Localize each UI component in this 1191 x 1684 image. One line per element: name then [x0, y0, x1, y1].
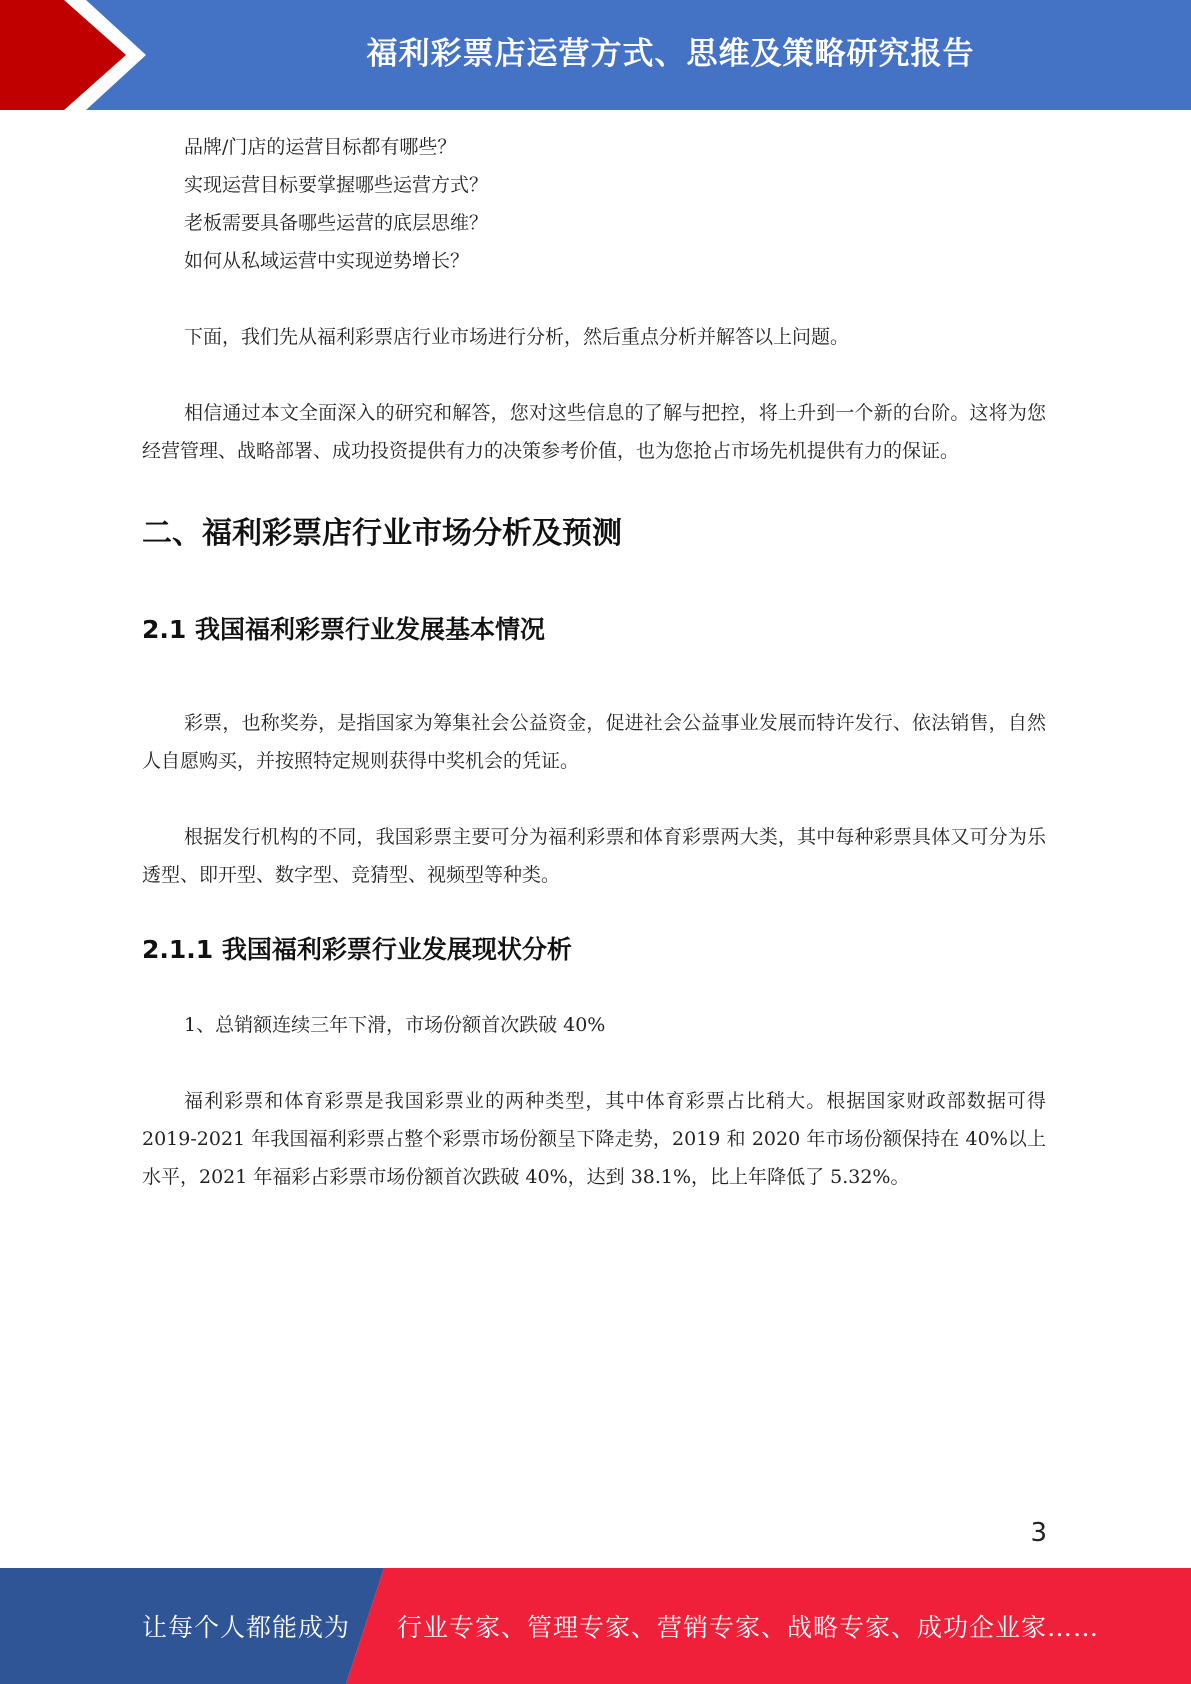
- intro-paragraph-1: 下面，我们先从福利彩票店行业市场进行分析，然后重点分析并解答以上问题。: [184, 326, 850, 348]
- sales-decline-item: 1、总销额连续三年下滑，市场份额首次跌破 40%: [184, 1014, 606, 1036]
- header-chevron-decoration: [0, 0, 160, 110]
- subsection-heading-2-1-1: 2.1.1 我国福利彩票行业发展现状分析: [142, 935, 572, 964]
- lottery-definition-paragraph: 彩票，也称奖券，是指国家为筹集社会公益资金，促进社会公益事业发展而特许发行、依法销售，自然人自愿购买，并按照特定规则获得中奖机会的凭证。: [142, 712, 1046, 772]
- question-4: 如何从私域运营中实现逆势增长？: [184, 250, 470, 272]
- intro-paragraph-2: 相信通过本文全面深入的研究和解答，您对这些信息的了解与把控，将上升到一个新的台阶。这将为您经营管理、战略部署、成功投资提供有力的决策参考价值，也为您抢占市场先机提供有力的保证。: [142, 402, 1046, 462]
- question-2: 实现运营目标要掌握哪些运营方式？: [184, 174, 489, 196]
- market-share-paragraph: 福利彩票和体育彩票是我国彩票业的两种类型，其中体育彩票占比稍大。根据国家财政部数据可得 2019-2021 年我国福利彩票占整个彩票市场份额呈下降走势，2019 和 2020 年市场份额保持在 40%以上水平，2021 年福彩占彩票市场份额首次跌破 40%，达到 38.1%，比上年降低了 5.32%。: [142, 1090, 1046, 1188]
- question-1: 品牌/门店的运营目标都有哪些？: [184, 136, 457, 158]
- footer-slogan-right: 行业专家、管理专家、营销专家、战略专家、成功企业家……: [397, 1613, 1100, 1642]
- lottery-types-paragraph: 根据发行机构的不同，我国彩票主要可分为福利彩票和体育彩票两大类，其中每种彩票具体又可分为乐透型、即开型、数字型、竞猜型、视频型等种类。: [142, 826, 1046, 886]
- page-number: 3: [1030, 1518, 1047, 1548]
- page-footer: [0, 1568, 1191, 1684]
- footer-slogan-left: 让每个人都能成为: [142, 1613, 351, 1642]
- page-header: [0, 0, 1191, 110]
- subsection-heading-2-1: 2.1 我国福利彩票行业发展基本情况: [142, 615, 545, 644]
- section-heading: 二、福利彩票店行业市场分析及预测: [142, 516, 622, 551]
- question-3: 老板需要具备哪些运营的底层思维？: [184, 212, 489, 234]
- report-title: 福利彩票店运营方式、思维及策略研究报告: [366, 35, 975, 72]
- page-content: [142, 128, 1046, 1196]
